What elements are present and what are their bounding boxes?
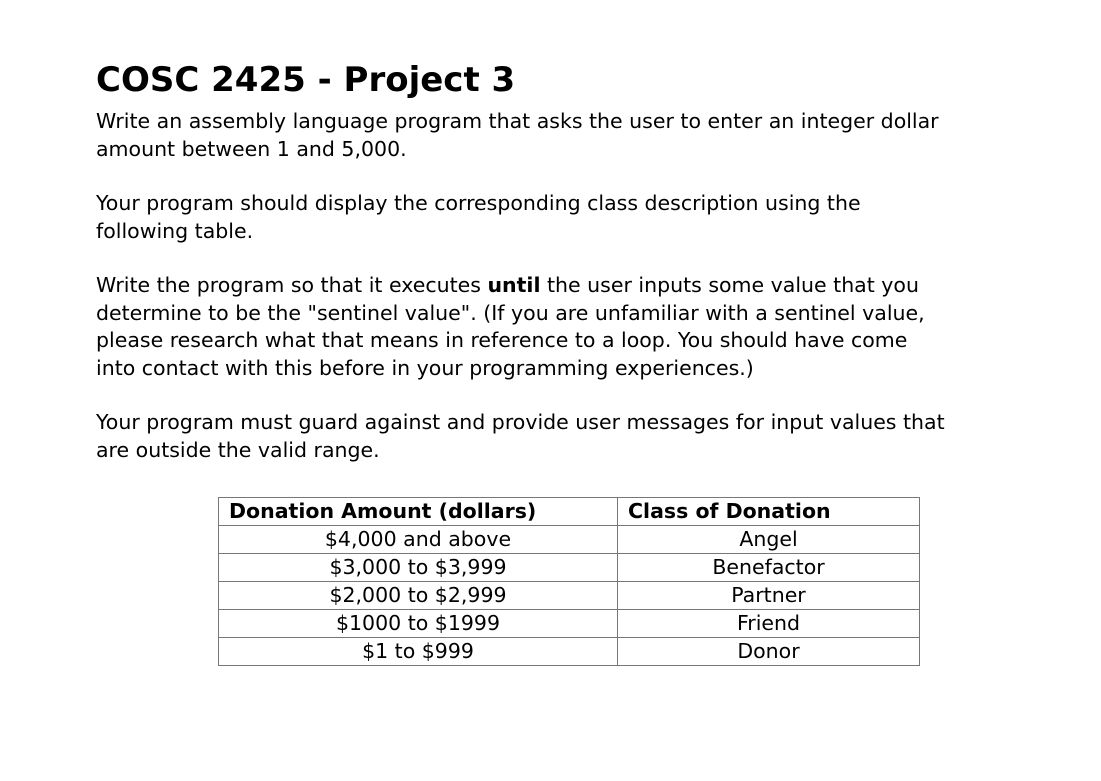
column-header-class: Class of Donation — [618, 498, 920, 526]
paragraph-line: amount between 1 and 5,000. — [96, 136, 407, 161]
table-header-row — [219, 498, 920, 526]
paragraph-line: are outside the valid range. — [96, 437, 380, 462]
paragraph-line: Write an assembly language program that asks the user to enter an integer dollar — [96, 109, 939, 133]
paragraph-line: determine to be the "sentinel value". (If you are unfamiliar with a sentinel value, — [96, 300, 925, 325]
paragraph-line: into contact with this before in your programming experiences.) — [96, 355, 754, 380]
table-row — [219, 526, 920, 554]
paragraph-display — [96, 190, 1056, 245]
class-cell: Angel — [618, 526, 920, 554]
page-title: COSC 2425 - Project 3 — [96, 60, 516, 100]
amount-cell: $2,000 to $2,999 — [219, 582, 618, 610]
table-row — [219, 554, 920, 582]
paragraph-sentinel — [96, 272, 1056, 382]
column-header-amount: Donation Amount (dollars) — [219, 498, 618, 526]
paragraph-line: Your program must guard against and provide user messages for input values that — [96, 410, 945, 434]
paragraph-intro — [96, 108, 1056, 163]
class-cell: Benefactor — [618, 554, 920, 582]
amount-cell: $1000 to $1999 — [219, 610, 618, 638]
table-row — [219, 610, 920, 638]
text-run: the user inputs some value that you — [540, 273, 919, 297]
table-row — [219, 582, 920, 610]
class-cell: Donor — [618, 638, 920, 666]
amount-cell: $3,000 to $3,999 — [219, 554, 618, 582]
class-cell: Partner — [618, 582, 920, 610]
amount-cell: $4,000 and above — [219, 526, 618, 554]
emphasis-until: until — [487, 273, 541, 297]
paragraph-guard — [96, 409, 1056, 464]
amount-cell: $1 to $999 — [219, 638, 618, 666]
table-row — [219, 638, 920, 666]
document-page — [96, 58, 1056, 464]
paragraph-line — [96, 272, 1056, 300]
paragraph-line: following table. — [96, 218, 254, 243]
paragraph-line: please research what that means in reference to a loop. You should have come — [96, 328, 908, 352]
class-cell: Friend — [618, 610, 920, 638]
donation-table — [218, 497, 920, 666]
paragraph-line: Your program should display the corresponding class description using the — [96, 191, 861, 215]
text-run: Write the program so that it executes — [96, 273, 488, 297]
